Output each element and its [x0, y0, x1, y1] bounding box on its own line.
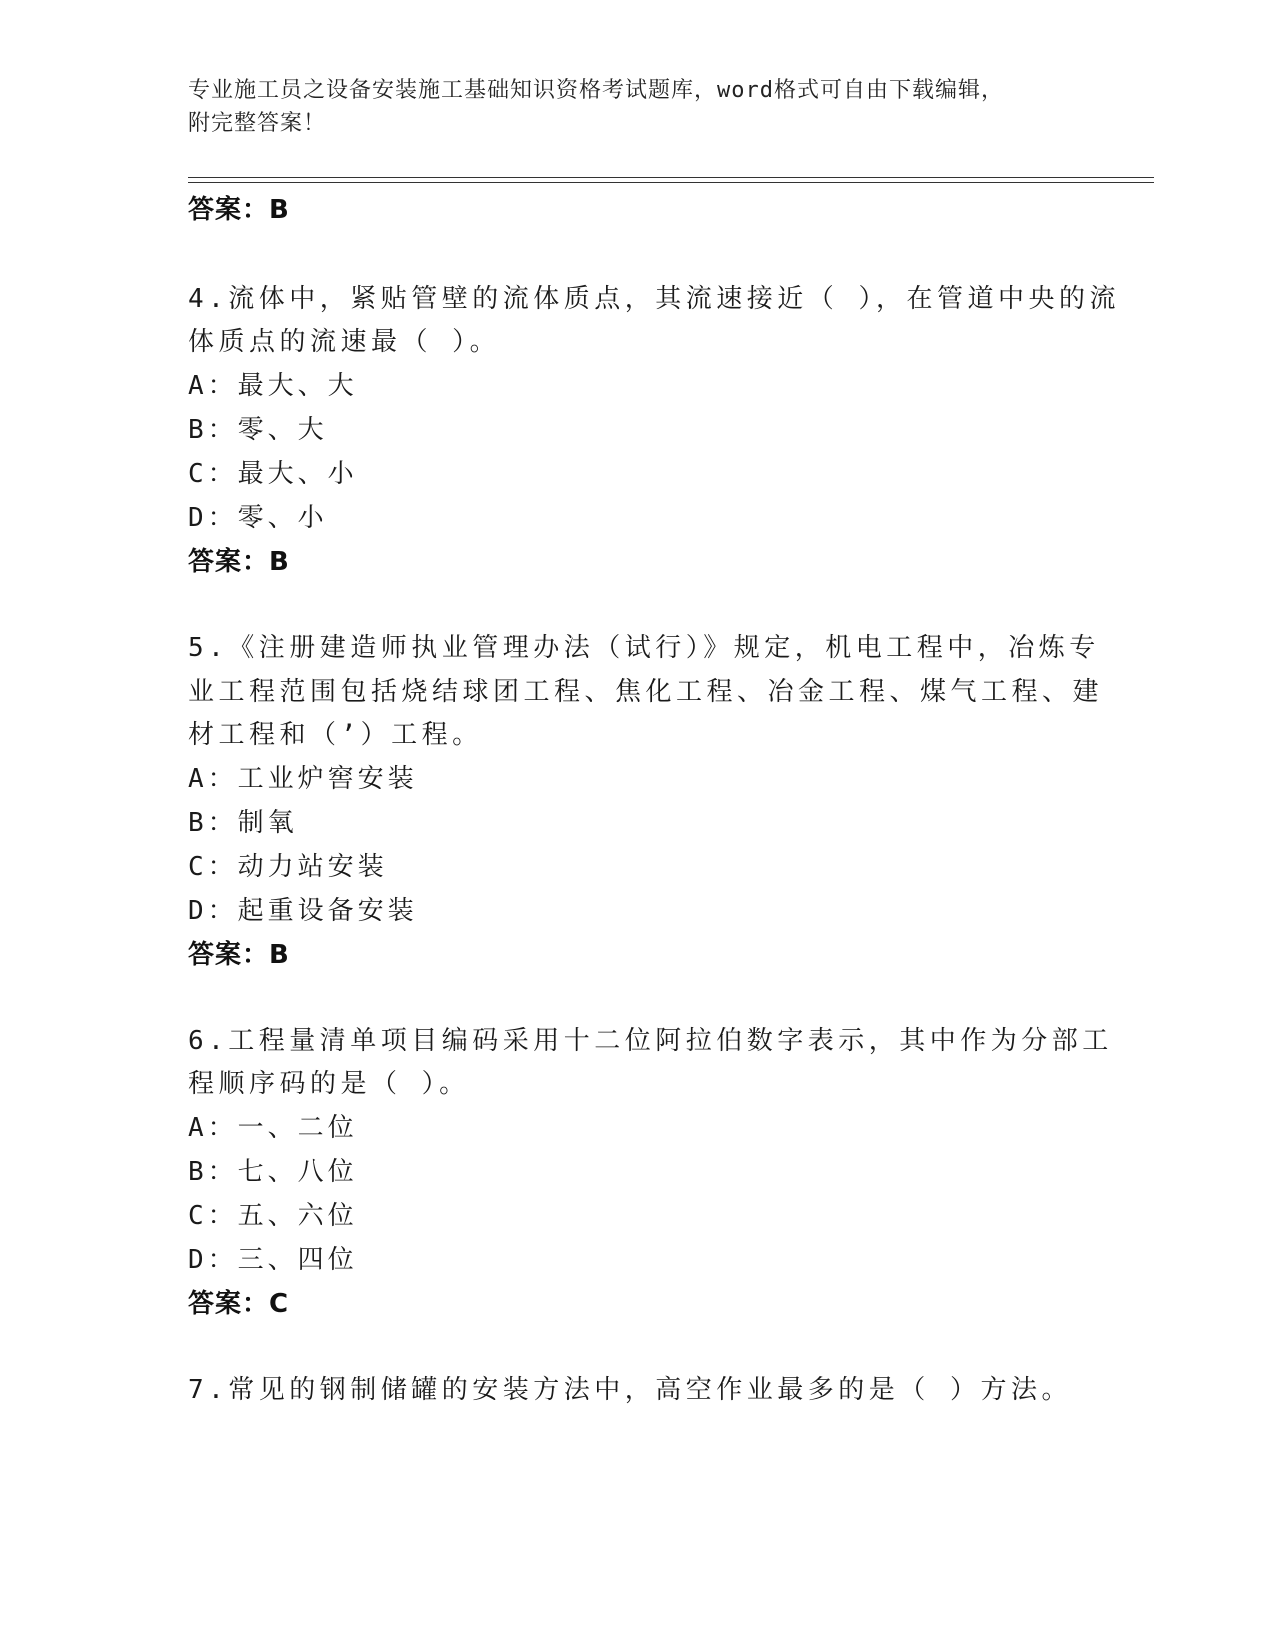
- header-divider-bottom: [188, 182, 1154, 183]
- header-line-2: 附完整答案！: [188, 111, 327, 136]
- question-6-option-d: D：三、四位: [188, 1245, 358, 1275]
- question-5-option-d: D：起重设备安装: [188, 896, 418, 926]
- question-5-text-line-1: 5.《注册建造师执业管理办法（试行）》规定，机电工程中，冶炼专: [188, 633, 1100, 663]
- question-5-option-a: A：工业炉窖安装: [188, 764, 418, 794]
- question-7-text-line-1: 7.常见的钢制储罐的安装方法中，高空作业最多的是（ ）方法。: [188, 1375, 1072, 1405]
- question-4-answer: 答案：B: [188, 547, 290, 577]
- question-4-text-line-1: 4.流体中，紧贴管壁的流体质点，其流速接近（ ），在管道中央的流: [188, 284, 1120, 314]
- question-4-option-d: D：零、小: [188, 503, 328, 533]
- question-4-option-a: A：最大、大: [188, 371, 358, 401]
- question-6-answer: 答案：C: [188, 1289, 290, 1319]
- question-6-text-line-1: 6.工程量清单项目编码采用十二位阿拉伯数字表示，其中作为分部工: [188, 1026, 1113, 1056]
- question-4-option-b: B：零、大: [188, 415, 328, 445]
- question-6-option-b: B：七、八位: [188, 1157, 358, 1187]
- question-5-option-b: B：制氧: [188, 808, 298, 838]
- question-6-option-c: C：五、六位: [188, 1201, 358, 1231]
- question-5-text-line-2: 业工程范围包括烧结球团工程、焦化工程、冶金工程、煤气工程、建: [188, 677, 1104, 707]
- header-divider-top: [188, 177, 1154, 178]
- question-5-option-c: C：动力站安装: [188, 852, 388, 882]
- previous-question-answer: 答案：B: [188, 195, 290, 225]
- question-6-option-a: A：一、二位: [188, 1113, 358, 1143]
- question-4-text-line-2: 体质点的流速最（ ）。: [188, 327, 501, 357]
- question-5-text-line-3: 材工程和（’）工程。: [188, 720, 483, 750]
- document-header: [188, 74, 1068, 140]
- header-line-1: 专业施工员之设备安装施工基础知识资格考试题库，word格式可自由下载编辑，: [188, 78, 1004, 103]
- question-4-option-c: C：最大、小: [188, 459, 358, 489]
- question-6-text-line-2: 程顺序码的是（ ）。: [188, 1069, 470, 1099]
- question-5-answer: 答案：B: [188, 940, 290, 970]
